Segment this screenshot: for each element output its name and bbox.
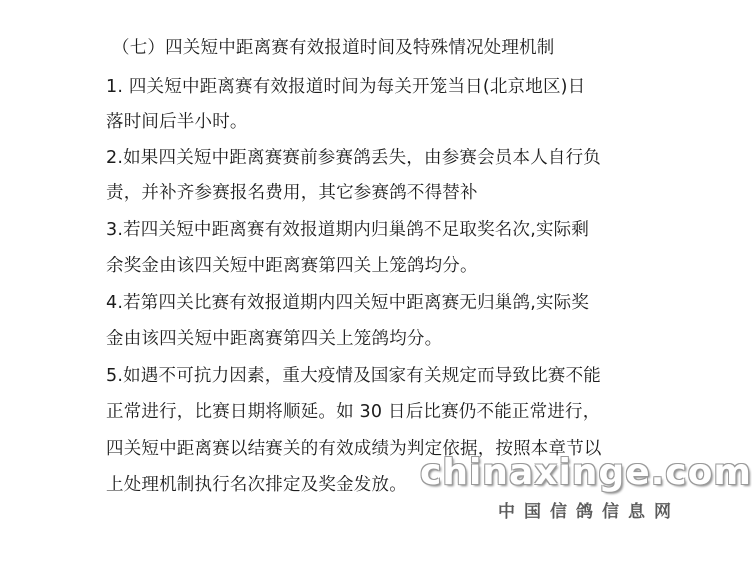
watermark-site: chinaxinge.com [420,452,752,493]
watermark-name: 中国信鸽信息网 [498,502,680,522]
paragraph-line: 3.若四关短中距离赛有效报道期内归巢鸽不足取奖名次,实际剩 [106,220,590,240]
section-heading: （七）四关短中距离赛有效报道时间及特殊情况处理机制 [112,38,555,58]
paragraph-line: 正常进行，比赛日期将顺延。如 30 日后比赛仍不能正常进行， [106,402,601,422]
paragraph-line: 1. 四关短中距离赛有效报道时间为每关开笼当日(北京地区)日 [106,77,586,97]
paragraph-line: 落时间后半小时。 [106,112,248,132]
paragraph-line: 金由该四关短中距离赛第四关上笼鸽均分。 [106,329,443,349]
paragraph-line: 上处理机制执行名次排定及奖金发放。 [106,475,407,495]
paragraph-line: 责，并补齐参赛报名费用，其它参赛鸽不得替补 [106,183,478,203]
paragraph-line: 5.如遇不可抗力因素，重大疫情及国家有关规定而导致比赛不能 [106,366,601,386]
paragraph-line: 2.如果四关短中距离赛赛前参赛鸽丢失，由参赛会员本人自行负 [106,148,601,168]
paragraph-line: 四关短中距离赛以结赛关的有效成绩为判定依据，按照本章节以 [106,439,602,459]
paragraph-line: 余奖金由该四关短中距离赛第四关上笼鸽均分。 [106,256,478,276]
paragraph-line: 4.若第四关比赛有效报道期内四关短中距离赛无归巢鸽,实际奖 [106,293,590,313]
